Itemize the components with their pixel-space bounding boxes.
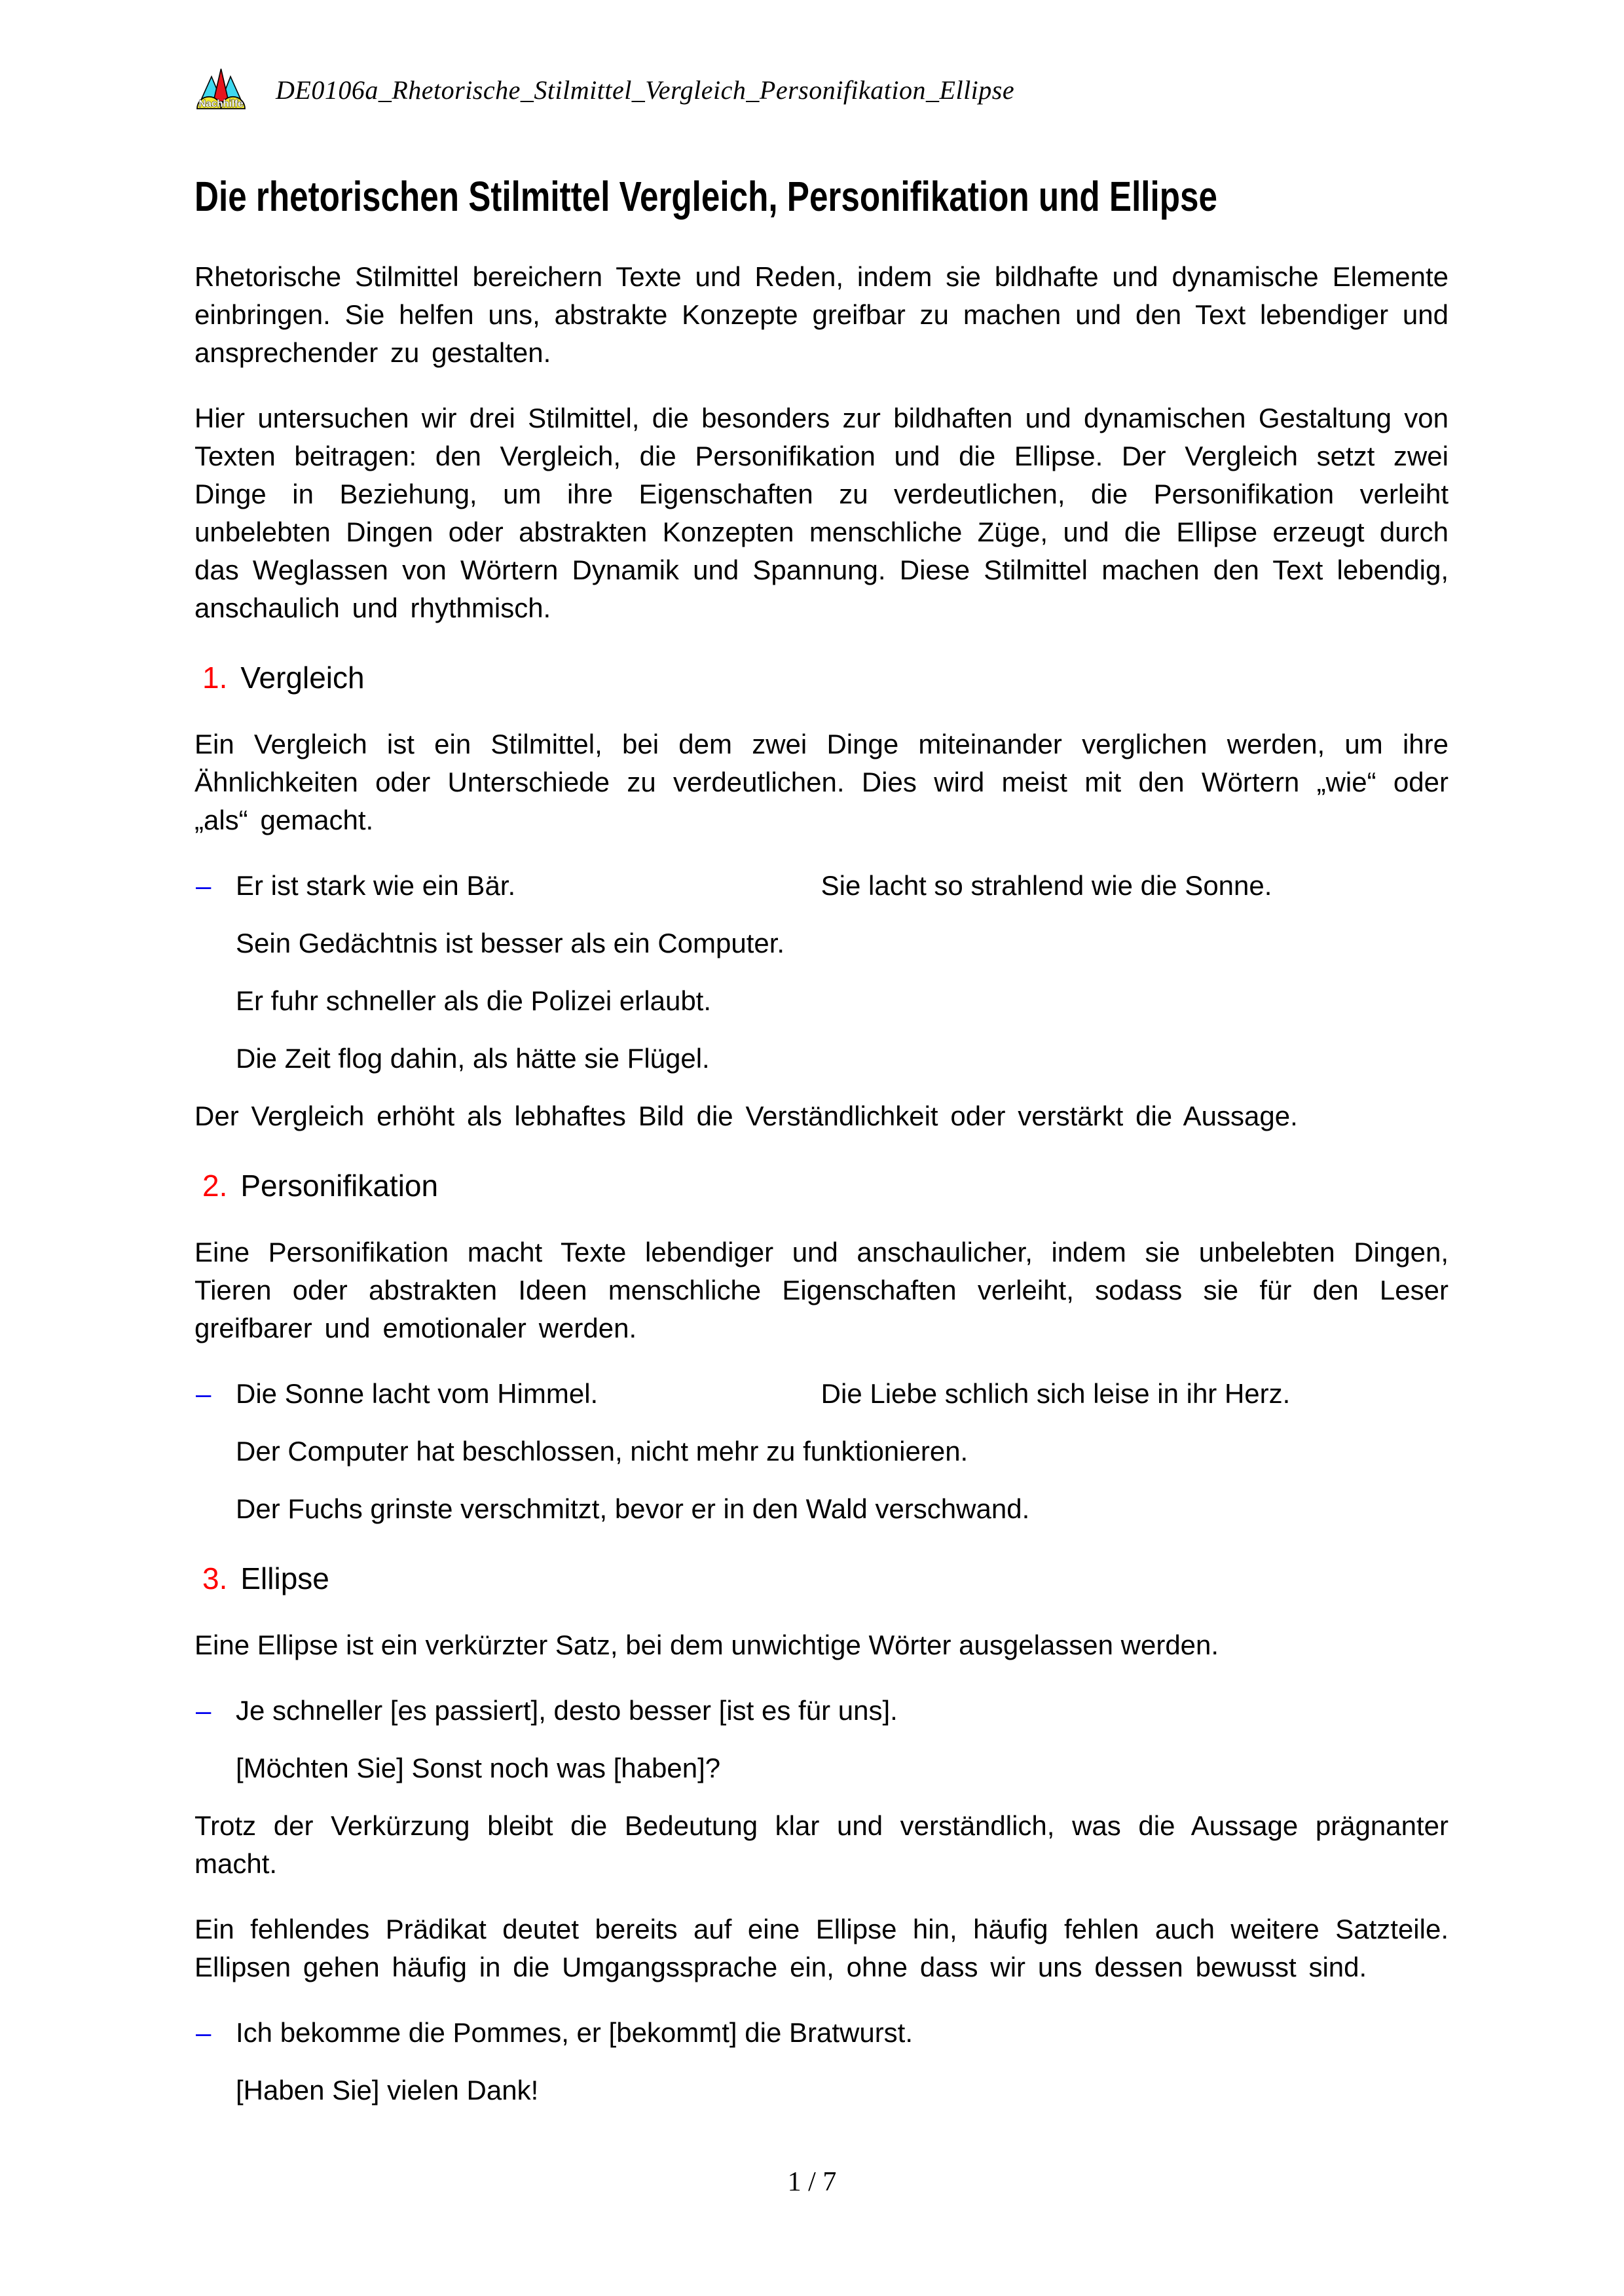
list-dash-icon: –: [196, 1695, 212, 1726]
document-content: [194, 172, 1449, 2129]
page-header: [194, 67, 1014, 114]
example-text: Sie lacht so strahlend wie die Sonne.: [821, 870, 1272, 901]
section-number: 2.: [202, 1169, 228, 1203]
page-number: 1 / 7: [787, 2167, 837, 2197]
section-heading-personifikation: [194, 1167, 1449, 1205]
list-item: [194, 2014, 1449, 2052]
section-3-paragraph-3: Ein fehlendes Prädikat deutet bereits auf eine Ellipse hin, häufig fehlen auch weitere Satzteile. Ellipsen gehen häufig in die Umgangssprache ein, ohne dass wir uns dessen bewusst sind.: [194, 1914, 1449, 1982]
intro-paragraph-1: Rhetorische Stilmittel bereichern Texte und Reden, indem sie bildhafte und dynamische Elemente einbringen. Sie helfen uns, abstrakte Konzepte greifbar zu machen und den Text lebendiger und ansprechender zu gestalten.: [194, 261, 1449, 368]
example-text: Ich bekomme die Pommes, er [bekommt] die Bratwurst.: [236, 2017, 913, 2048]
list-item: [194, 924, 1449, 962]
list-item: [194, 1490, 1449, 1528]
section-2-intro: Eine Personifikation macht Texte lebendiger und anschaulicher, indem sie unbelebten Dingen, Tieren oder abstrakten Ideen menschliche Eigenschaften verleiht, sodass sie für den Leser greifbarer und emotionaler werden.: [194, 1237, 1449, 1343]
example-text: Er fuhr schneller als die Polizei erlaubt.: [236, 985, 712, 1016]
example-text: Der Fuchs grinste verschmitzt, bevor er in den Wald verschwand.: [236, 1493, 1030, 1524]
nachhilfe-logo-icon: [194, 67, 248, 114]
list-item: [194, 2071, 1449, 2109]
section-3-paragraph-2: Trotz der Verkürzung bleibt die Bedeutung klar und verständlich, was die Aussage prägnanter macht.: [194, 1810, 1449, 1879]
section-3-intro: Eine Ellipse ist ein verkürzter Satz, bei dem unwichtige Wörter ausgelassen werden.: [194, 1630, 1219, 1660]
example-text: Die Liebe schlich sich leise in ihr Herz.: [821, 1378, 1291, 1409]
section-number: 1.: [202, 661, 228, 695]
example-text: Er ist stark wie ein Bär.: [236, 870, 516, 901]
section-1-intro: Ein Vergleich ist ein Stilmittel, bei dem zwei Dinge miteinander verglichen werden, um ihre Ähnlichkeiten oder Unterschiede zu verdeutlichen. Dies wird meist mit den Wörtern „wie“ oder „als“ gemacht.: [194, 729, 1449, 835]
example-text: Je schneller [es passiert], desto besser [ist es für uns].: [236, 1695, 898, 1726]
list-item: [194, 982, 1449, 1020]
example-text: Die Sonne lacht vom Himmel.: [236, 1378, 599, 1409]
list-item: [194, 867, 1449, 905]
section-number: 3.: [202, 1561, 228, 1595]
list-item: [194, 1749, 1449, 1787]
section-heading-vergleich: [194, 659, 1449, 697]
list-item: [194, 1040, 1449, 1078]
list-dash-icon: –: [196, 870, 212, 901]
page-title: Die rhetorischen Stilmittel Vergleich, Personifikation und Ellipse: [194, 173, 1217, 220]
example-text: [Möchten Sie] Sonst noch was [haben]?: [236, 1753, 721, 1783]
example-text: Der Computer hat beschlossen, nicht mehr zu funktionieren.: [236, 1436, 969, 1467]
section-title: Personifikation: [240, 1169, 439, 1203]
logo-text: Nachhilfe: [198, 98, 244, 109]
list-dash-icon: –: [196, 2017, 212, 2048]
section-1-conclusion: Der Vergleich erhöht als lebhaftes Bild die Verständlichkeit oder verstärkt die Aussage.: [194, 1101, 1298, 1131]
example-text: Sein Gedächtnis ist besser als ein Computer.: [236, 928, 785, 958]
example-text: [Haben Sie] vielen Dank!: [236, 2075, 539, 2105]
intro-paragraph-2: Hier untersuchen wir drei Stilmittel, die besonders zur bildhaften und dynamischen Gestaltung von Texten beitragen: den Vergleich, die Personifikation und die Ellipse. Der Vergleich setzt zwei Dinge in Beziehung, um ihre Eigenschaften zu verdeutlichen, die Personifikation verleiht unbelebten Dingen oder abstrakten Konzepten menschliche Züge, und die Ellipse erzeugt durch das Weglassen von Wörtern Dynamik und Spannung. Diese Stilmittel machen den Text lebendig, anschaulich und rhythmisch.: [194, 403, 1449, 623]
list-item: [194, 1692, 1449, 1730]
document-filename: DE0106a_Rhetorische_Stilmittel_Vergleich_Personifikation_Ellipse: [276, 75, 1015, 105]
list-item: [194, 1375, 1449, 1413]
example-text: Die Zeit flog dahin, als hätte sie Flügel.: [236, 1043, 710, 1074]
section-title: Vergleich: [240, 661, 365, 695]
list-item: [194, 1432, 1449, 1470]
list-dash-icon: –: [196, 1378, 212, 1409]
section-title: Ellipse: [240, 1561, 329, 1595]
section-heading-ellipse: [194, 1559, 1449, 1597]
